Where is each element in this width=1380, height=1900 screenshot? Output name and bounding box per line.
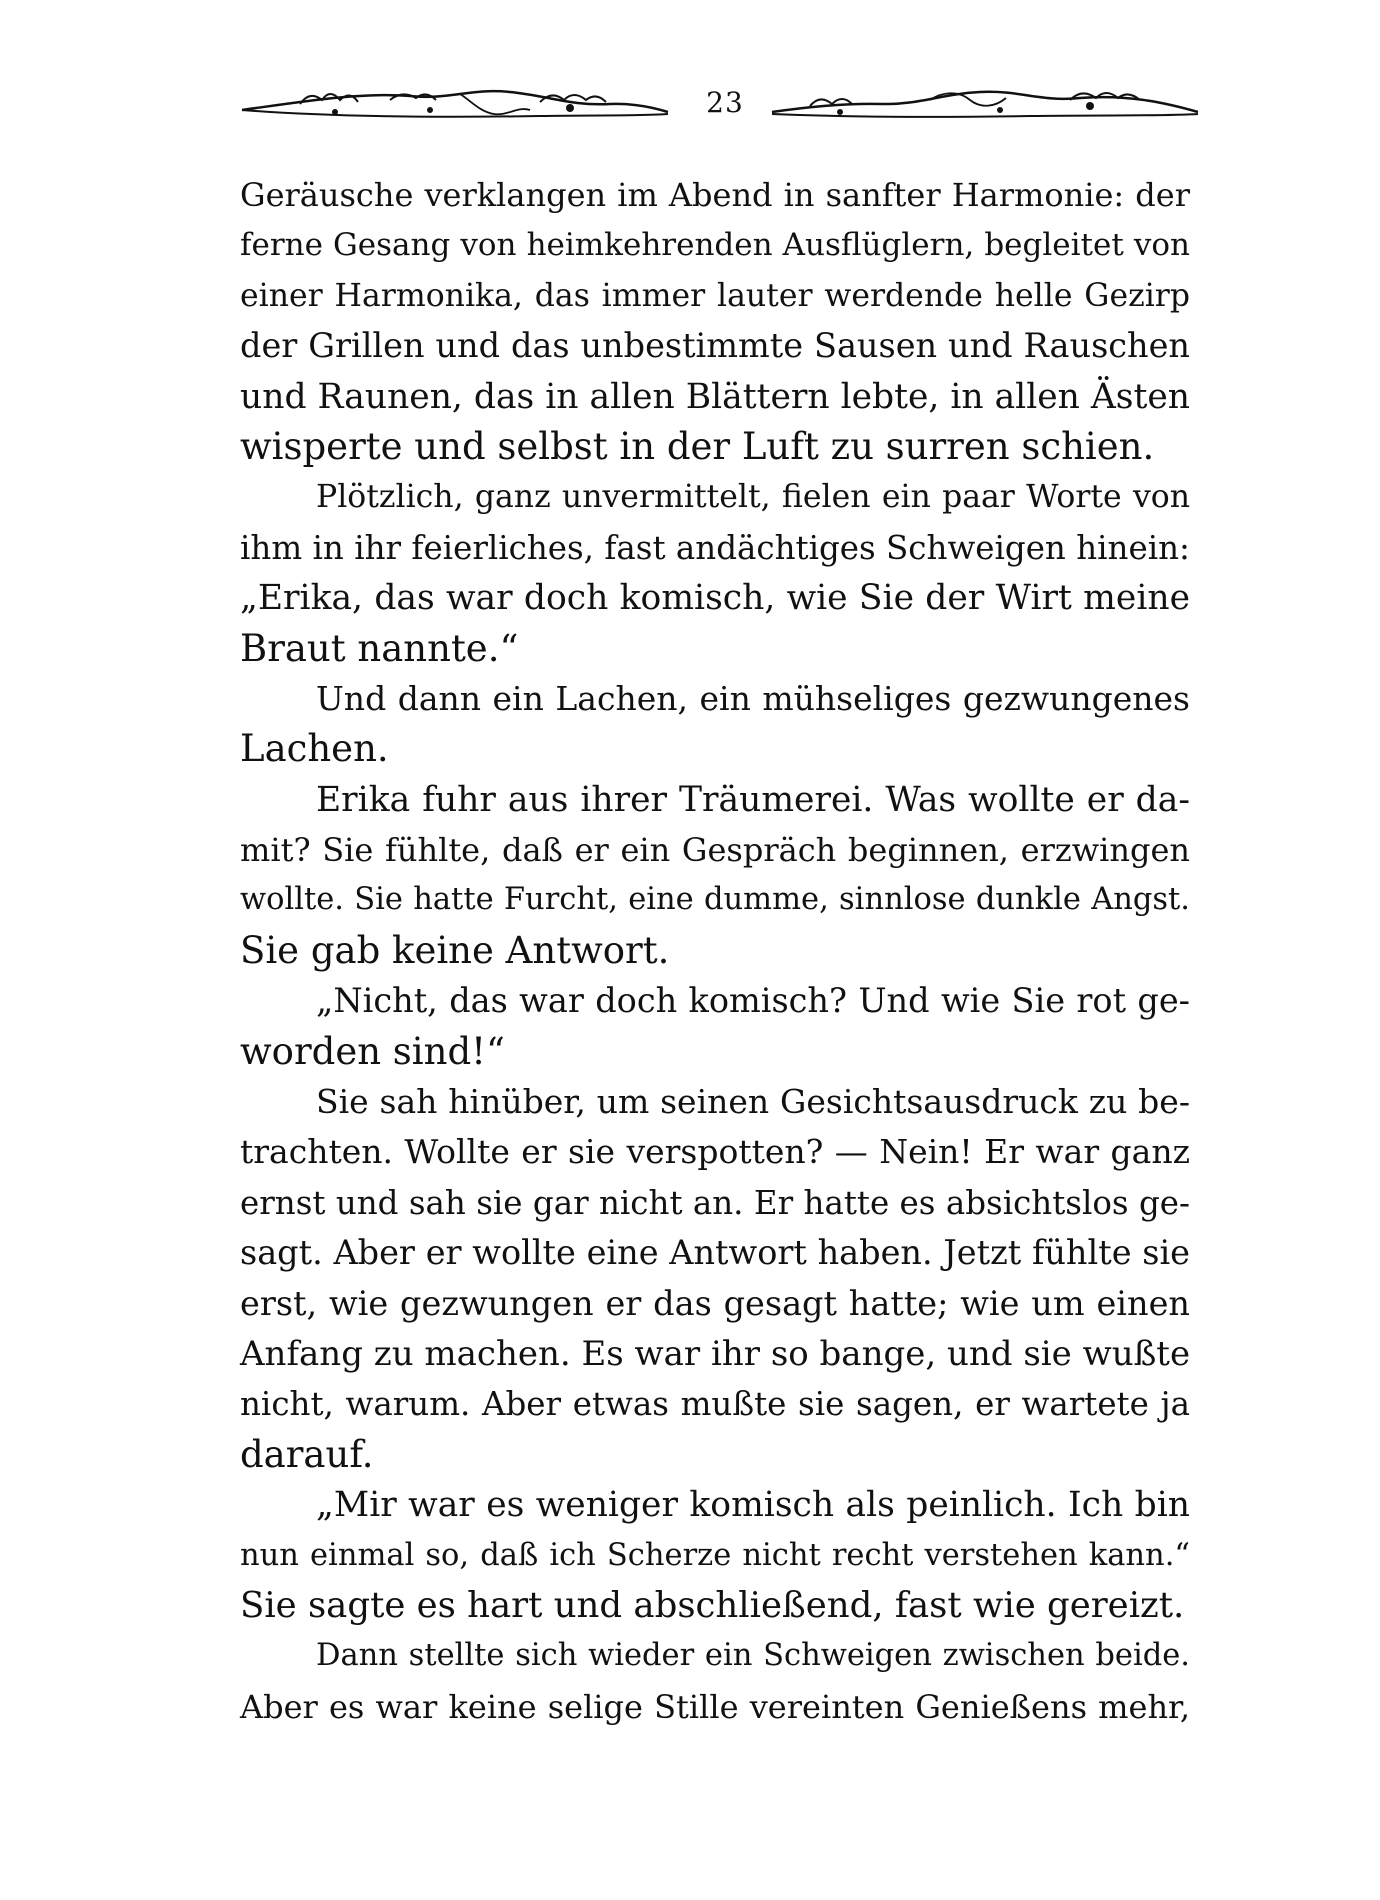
text-line: Und dann ein Lachen, ein mühseliges gezwungenes — [316, 678, 1190, 718]
text-line: Lachen. — [240, 727, 389, 771]
text-line: darauf. — [240, 1432, 374, 1476]
text-line: Sie gab keine Antwort. — [240, 928, 670, 972]
page-number: 23 — [706, 86, 744, 119]
vine-ornament-icon — [770, 82, 1200, 126]
text-line: ernst und sah sie gar nicht an. Er hatte es absichtslos ge- — [240, 1183, 1190, 1222]
text-line: Erika fuhr aus ihrer Träumerei. Was wollte er da- — [316, 779, 1190, 820]
page-header — [240, 72, 1200, 132]
text-line: Braut nannte.“ — [240, 626, 519, 670]
text-line: Plötzlich, ganz unvermittelt, fielen ein paar Worte von — [316, 479, 1190, 516]
text-line: und Raunen, das in allen Blättern lebte, in allen Ästen — [240, 376, 1190, 417]
text-line: wisperte und selbst in der Luft zu surren schien. — [240, 424, 1155, 468]
text-line: mit? Sie fühlte, daß er ein Gespräch beginnen, erzwingen — [240, 831, 1190, 870]
text-line: der Grillen und das unbestimmte Sausen und Rauschen — [240, 326, 1190, 366]
text-line: Dann stellte sich wieder ein Schweigen zwischen beide. — [316, 1638, 1190, 1674]
text-line: einer Harmonika, das immer lauter werdende helle Gezirp — [240, 277, 1190, 314]
text-line: nun einmal so, daß ich Scherze nicht recht verstehen kann.“ — [240, 1537, 1190, 1573]
text-line: nicht, warum. Aber etwas mußte sie sagen, er wartete ja — [240, 1385, 1190, 1424]
text-line: „Erika, das war doch komisch, wie Sie der Wirt meine — [240, 578, 1190, 619]
vine-ornament-icon — [240, 82, 670, 126]
text-line: Aber es war keine selige Stille vereinten Genießens mehr, — [240, 1687, 1190, 1726]
text-line: Anfang zu machen. Es war ihr so bange, und sie wußte — [240, 1333, 1191, 1374]
text-line: sagt. Aber er wollte eine Antwort haben. Jetzt fühlte sie — [240, 1233, 1190, 1273]
text-line: Sie sah hinüber, um seinen Gesichtsausdruck zu be- — [316, 1082, 1190, 1122]
text-line: ferne Gesang von heimkehrenden Ausflüglern, begleitet von — [240, 227, 1190, 264]
text-line: ihm in ihr feierliches, fast andächtiges Schweigen hinein: — [240, 528, 1190, 567]
text-line: Geräusche verklangen im Abend in sanfter Harmonie: der — [240, 176, 1190, 214]
text-line: trachten. Wollte er sie verspotten? — Nein! Er war ganz — [240, 1132, 1190, 1172]
text-line: Sie sagte es hart und abschließend, fast wie gereizt. — [240, 1584, 1185, 1626]
body-text — [240, 170, 1190, 1732]
text-line: erst, wie gezwungen er das gesagt hatte; wie um einen — [240, 1283, 1190, 1323]
text-line: worden sind!“ — [240, 1029, 505, 1073]
text-line: wollte. Sie hatte Furcht, eine dumme, sinnlose dunkle Angst. — [240, 882, 1190, 918]
text-line: „Mir war es weniger komisch als peinlich. Ich bin — [316, 1485, 1190, 1526]
text-line: „Nicht, das war doch komisch? Und wie Sie rot ge- — [316, 981, 1190, 1021]
